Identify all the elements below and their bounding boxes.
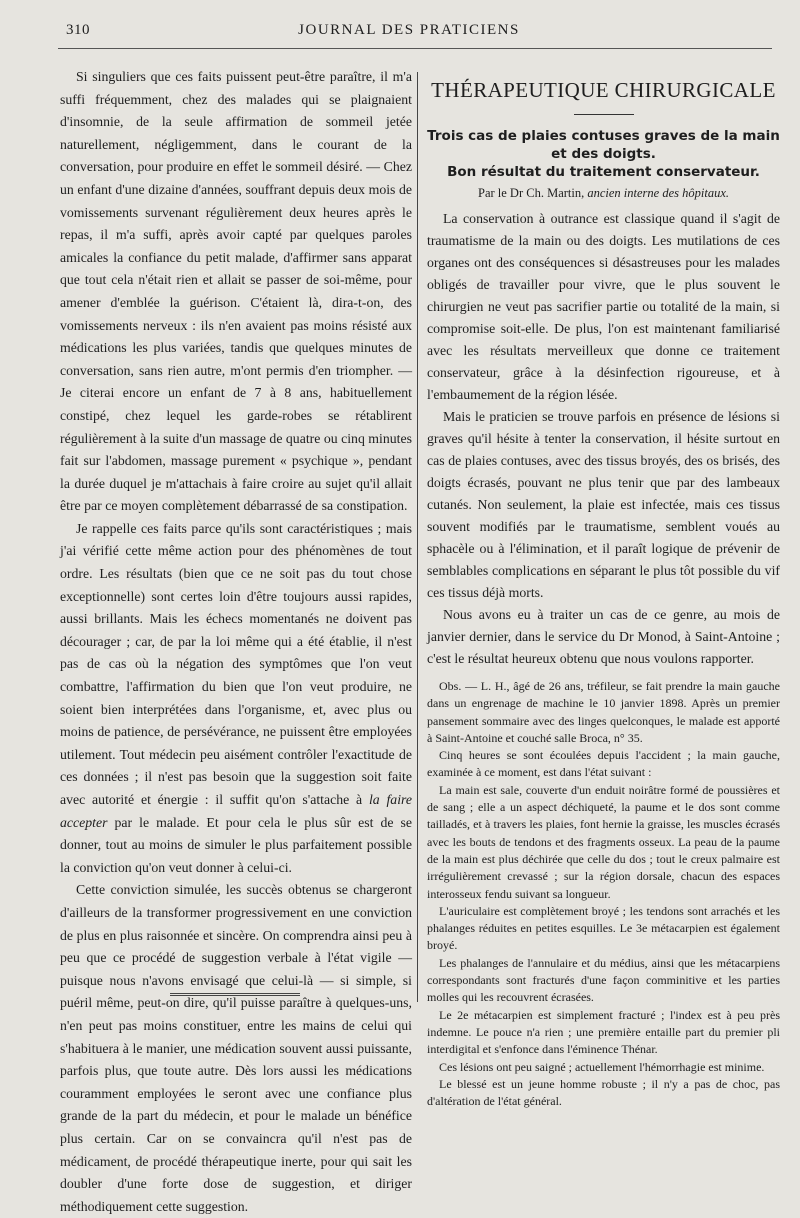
article-body (427, 208, 780, 670)
article-title-line: et des doigts. (551, 146, 656, 162)
heading-rule (574, 114, 634, 115)
page-number: 310 (66, 22, 90, 38)
section-heading: THÉRAPEUTIQUE CHIRURGICALE (431, 78, 776, 102)
observation-paragraph: La main est sale, couverte d'un enduit noirâtre formé de poussières et de sang ; elle a un aspect déchiqueté, la paume et le dos sont comme tailladés, et à travers les plaies, font hernie la graisse, les muscles écrasés avec les bouts de tendons et des fragments osseux. La peau de la paume de la main est plus déchirée que celle du dos ; tout le creux palmaire est irrégulièrement crevassé ; sur la région dorsale, chacun des espaces interosseux fendu suivant sa longueur. (427, 782, 780, 901)
paragraph: La conservation à outrance est classique quand il s'agit de traumatisme de la main ou des doigts. Les mutilations de ces organes ont des conséquences si désastreuses pour les malades obligés de travailler pour vivre, que le plus souvent le chirurgien ne veut pas sacrifier partie ou totalité de la main, si compromise soit-elle. De plus, l'on est maintenant familiarisé avec les résultats merveilleux que donne ce traitement conservateur, grâce à la désinfection rigoureuse, et à l'embaumement de la région lésée. (427, 211, 780, 402)
left-column (60, 66, 412, 1218)
paragraph-text: Je rappelle ces faits parce qu'ils sont caractéristiques ; mais j'ai vérifié cette même action pour des phénomènes de tout ordre. Les résultats (bien que ce ne soit pas du tout chose exceptionnelle) sont certes loin d'être toujours aussi rapides, aussi brillants. Mais les échecs momentanés ne doivent pas décourager ; car, de par la loi même qui a été établie, il n'est pas de cas où la négation des symptômes que l'on veut combattre, l'affirmation du bien que l'on veut produire, ne soient bien interprétées dans l'organisme, et, avec plus ou moins de patience, de persévérance, ne puissent être employées utilement. Tout médecin peu aisément contrôler l'exactitude de ces données ; il n'est pas besoin que la suggestion soit faite avec autorité et énergie : il suffit qu'on s'attache à (60, 520, 412, 807)
paragraph: Si singuliers que ces faits puissent peut-être paraître, il m'a suffi fréquemment, chez des malades qui se plaignaient d'insomnie, de la seule affirmation de sommeil jetée naturellement, négligemment, dans le courant de la conversation, pour produire en effet le sommeil désiré. — Chez un enfant d'une dizaine d'années, souffrant depuis deux mois de vomissements survenant régulièrement deux heures après le repas, il m'a suffi, après avoir capté par quelques paroles amicales la confiance du petit malade, d'affirmer sans apparat que tout cela n'était rien et allait se passer de soi-même, pour amener d'emblée la guérison. C'étaient là, dira-t-on, des vomissements nerveux : ils n'en avaient pas moins résisté aux médications les plus variées, tandis que quelques minutes de conversation, sans rien autre, m'ont permis d'en triompher. — Je citerai encore un enfant de 7 à 8 ans, habituellement constipé, chez lequel les garde-robes se rétablirent régulièrement à la suite d'un massage de quatre ou cinq minutes fait sur l'abdomen, massage purement « psychique », pendant la durée duquel je m'attachais à faire croire au sujet qu'il allait être par ce moyen complètement débarrassé de sa constipation. (60, 69, 412, 514)
paragraph-text: par le malade. Et pour cela le plus sûr est de se donner, tout au moins de simuler le plus parfaitement possible la conviction qu'on veut donner à celui-ci. (60, 814, 412, 875)
byline-role: ancien interne des hôpitaux. (587, 186, 729, 200)
byline-author: Par le Dr Ch. Martin, (478, 186, 585, 200)
emphasis-text: la faire accepter (60, 792, 413, 830)
observation-paragraph: Obs. — L. H., âgé de 26 ans, tréfileur, se fait prendre la main gauche dans un engrenage de machine le 10 janvier 1898. Après un premier pansement sommaire avec des linges quelconques, le malade est apporté à Saint-Antoine et couché salle Broca, n° 35. (427, 679, 780, 745)
paragraph (60, 518, 412, 880)
right-column (427, 66, 780, 1110)
observation-paragraph: Ces lésions ont peu saigné ; actuellement l'hémorrhagie est minime. (439, 1059, 765, 1074)
paragraph: Mais le praticien se trouve parfois en présence de lésions si graves qu'il hésite à tenter la conservation, il hésite surtout en cas de plaies contuses, avec des tissus broyés, des os brisés, des doigts écrasés, pouvant ne plus tenir que par des lambeaux cutanés. Non seulement, la plaie est infectée, mais ces tissus souvent modifiés par le traumatisme, semblent voués au sphacèle ou à l'élimination, et il paraît logique de prévenir de semblables complications en séparant le plus tôt possible du vif ces tissus déjà morts. (427, 409, 780, 600)
end-rule (170, 993, 300, 996)
article-title-line: Trois cas de plaies contuses graves de la main (427, 128, 780, 144)
observation-paragraph: Le blessé est un jeune homme robuste ; il n'y a pas de choc, pas d'altération de l'état général. (427, 1076, 780, 1109)
journal-title: JOURNAL DES PRATICIENS (298, 22, 520, 38)
paragraph: Nous avons eu à traiter un cas de ce genre, au mois de janvier dernier, dans le service du Dr Monod, à Saint-Antoine ; c'est le résultat heureux obtenu que nous voulons rapporter. (427, 607, 780, 666)
header-rule (58, 48, 772, 49)
article-title-line: Bon résultat du traitement conservateur. (447, 164, 760, 180)
observation-paragraph: Le 2e métacarpien est simplement fracturé ; l'index est à peu près indemne. Le pouce n'a rien ; une première entaille part du premier pli interdigital et s'enfonce dans l'éminence Thénar. (427, 1007, 780, 1057)
article-title (427, 127, 780, 181)
running-head (58, 20, 760, 42)
paragraph: Cette conviction simulée, les succès obtenus se chargeront d'ailleurs de la transformer progressivement en une conviction de plus en plus raisonnée et sincère. On comprendra ainsi peu à peu que ce procédé de suggestion verbale à l'état vigile — puisque nous n'avons envisagé que celui-là — si simple, si puéril même, peut-on dire, qu'il puisse paraître à quelques-uns, n'en peut pas moins constituer, entre les mains de celui qui s'habituera à le manier, une médication souvent aussi puissante, parfois plus, que toute autre. Dès lors aussi les médications couramment employées le seront avec une confiance plus grande de la part du médecin, et pour le malade un bénéfice plus certain. Car on se convaincra qu'il n'est pas de médicament, de procédé thérapeutique inerte, pour qui sait les doubler d'une forte dose de suggestion, et diriger méthodiquement cette suggestion. (60, 882, 412, 1214)
observation-block (427, 678, 780, 1110)
observation-paragraph: L'auriculaire est complètement broyé ; les tendons sont arrachés et les phalanges réduites en petites esquilles. Le 3e métacarpien est également broyé. (427, 903, 780, 953)
observation-paragraph: Cinq heures se sont écoulées depuis l'accident ; la main gauche, examinée à ce moment, est dans l'état suivant : (427, 748, 780, 780)
byline (427, 184, 780, 202)
observation-paragraph: Les phalanges de l'annulaire et du médius, ainsi que les métacarpiens correspondants sont fracturés d'une façon comminitive et les parties molles qui les recouvrent écrasées. (427, 955, 780, 1005)
column-divider (417, 72, 418, 1002)
